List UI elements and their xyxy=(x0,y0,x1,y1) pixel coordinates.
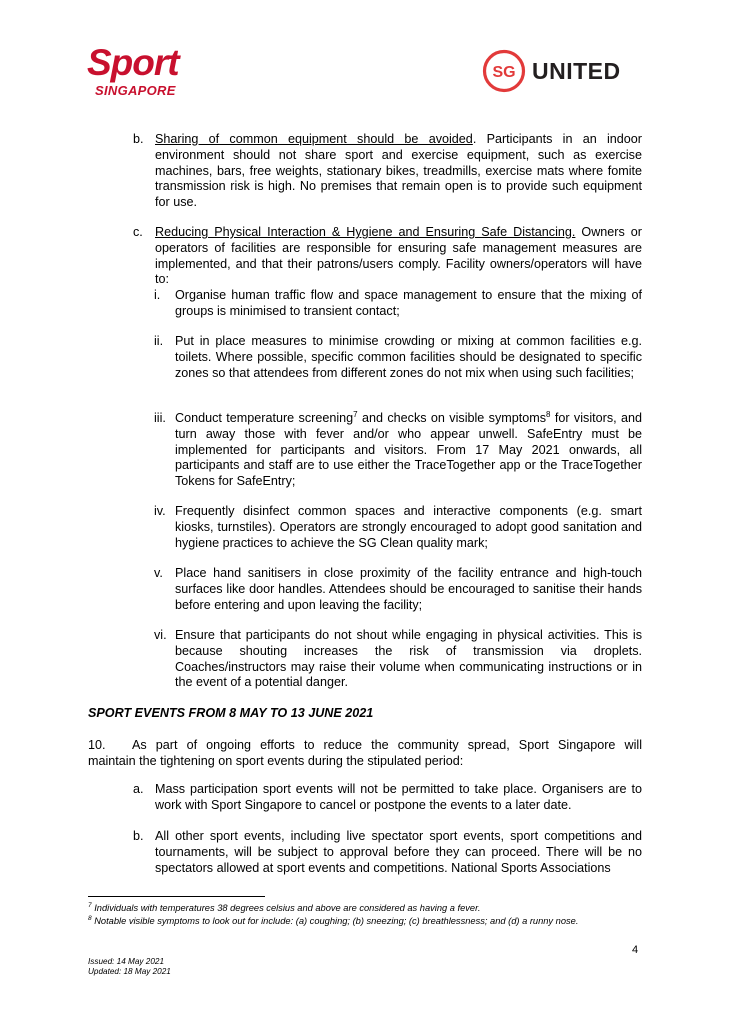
footnote-number: 8 xyxy=(88,915,92,922)
sub-item-text: Put in place measures to minimise crowding or mixing at common facilities e.g. toilets. Where possible, specific common facilities should be designated to specific zones so that attendees from different zones do not mix when using such facilities; xyxy=(175,334,642,380)
section-heading: SPORT EVENTS FROM 8 MAY TO 13 JUNE 2021 xyxy=(88,706,374,720)
item-b-label: b. xyxy=(133,132,144,146)
issued-date: Issued: 14 May 2021 xyxy=(88,957,165,966)
sg-badge-text: SG xyxy=(492,64,516,81)
item-c-body: Owners or operators of facilities are responsible for ensuring safe management measures are implemented, and that their patrons/users comply. Facility owners/operators will have to: xyxy=(155,225,642,287)
sg-united-logo xyxy=(482,49,642,97)
item-c-title: Reducing Physical Interaction & Hygiene and Ensuring Safe Distancing. xyxy=(155,225,576,239)
sub-item-text: Organise human traffic flow and space management to ensure that the mixing of groups is minimised to transient contact; xyxy=(175,288,642,318)
sub-item-text-part: Conduct temperature screening xyxy=(175,411,354,425)
singapore-logo-word: SINGAPORE xyxy=(95,83,176,98)
footnote xyxy=(88,915,642,928)
event-item-label: a. xyxy=(133,782,144,796)
paragraph-number: 10. xyxy=(88,738,106,752)
united-logo-word: UNITED xyxy=(532,58,621,84)
sub-item-text-part: for visitors, and turn away those with fever and/or who appear unwell. SafeEntry must be implemented for participants and visitors. From 17 May 2021 onwards, all participants and staff are to use either the TraceTogether app or the TraceTogether Tokens for SafeEntry; xyxy=(175,411,642,489)
sport-logo-word: Sport xyxy=(87,42,179,83)
updated-date: Updated: 18 May 2021 xyxy=(88,967,171,976)
footnote xyxy=(88,902,642,915)
event-item-text: All other sport events, including live spectator sport events, sport competitions and tournaments, will be subject to approval before they can proceed. There will be no spectators allowed at sport events and competitions. National Sports Associations xyxy=(155,829,642,875)
footnote-text: Notable visible symptoms to look out for include: (a) coughing; (b) sneezing; (c) breathlessness; and (d) a runny nose. xyxy=(91,916,579,926)
footnote-number: 7 xyxy=(88,902,92,909)
item-b-title: Sharing of common equipment should be avoided xyxy=(155,132,473,146)
sub-item-label: iii. xyxy=(154,411,166,425)
item-b-paragraph xyxy=(155,132,642,211)
item-b-body: . Participants in an indoor environment should not share sport and exercise equipment, such as exercise machines, bars, free weights, stationary bikes, treadmills, exercise mats where fomite transmission risk is high. No premises that remain open is to provide such equipment for use. xyxy=(155,132,642,210)
event-item-label: b. xyxy=(133,829,144,843)
sub-item-label: iv. xyxy=(154,504,166,518)
item-c-label: c. xyxy=(133,225,143,239)
sub-item-text: Place hand sanitisers in close proximity of the facility entrance and high-touch surfaces like door handles. Attendees should be encouraged to sanitise their hands before entering and upon leaving the facility; xyxy=(175,566,642,612)
footnote-divider xyxy=(88,896,265,897)
paragraph-10-line-2: maintain the tightening on sport events during the stipulated period: xyxy=(88,754,464,768)
sub-item-text: Frequently disinfect common spaces and interactive components (e.g. smart kiosks, turnstiles). Operators are strongly encouraged to adopt good sanitation and hygiene practices to achieve the SG Clean quality mark; xyxy=(175,504,642,550)
sg-circle-icon xyxy=(482,49,526,93)
item-c-paragraph xyxy=(155,225,642,288)
paragraph-10-line-1: As part of ongoing efforts to reduce the community spread, Sport Singapore will xyxy=(132,738,642,752)
sub-item-text: Ensure that participants do not shout while engaging in physical activities. This is because shouting increases the risk of transmission via droplets. Coaches/instructors may raise their volume when communicating instructions or in the event of a potential danger. xyxy=(175,628,642,690)
footnote-ref-8: 8 xyxy=(546,410,551,419)
sub-item-text xyxy=(175,411,642,490)
footnote-text: Individuals with temperatures 38 degrees celsius and above are considered as having a fever. xyxy=(91,903,481,913)
sport-singapore-logo xyxy=(87,44,202,102)
sub-item-label: v. xyxy=(154,566,163,580)
footnote-ref-7: 7 xyxy=(353,410,358,419)
event-item-text: Mass participation sport events will not be permitted to take place. Organisers are to work with Sport Singapore to cancel or postpone the events to a later date. xyxy=(155,782,642,812)
sub-item-label: vi. xyxy=(154,628,167,642)
sub-item-label: i. xyxy=(154,288,161,302)
page-number: 4 xyxy=(632,944,639,956)
sub-item-text-part: and checks on visible symptoms xyxy=(357,411,547,425)
sub-item-label: ii. xyxy=(154,334,164,348)
